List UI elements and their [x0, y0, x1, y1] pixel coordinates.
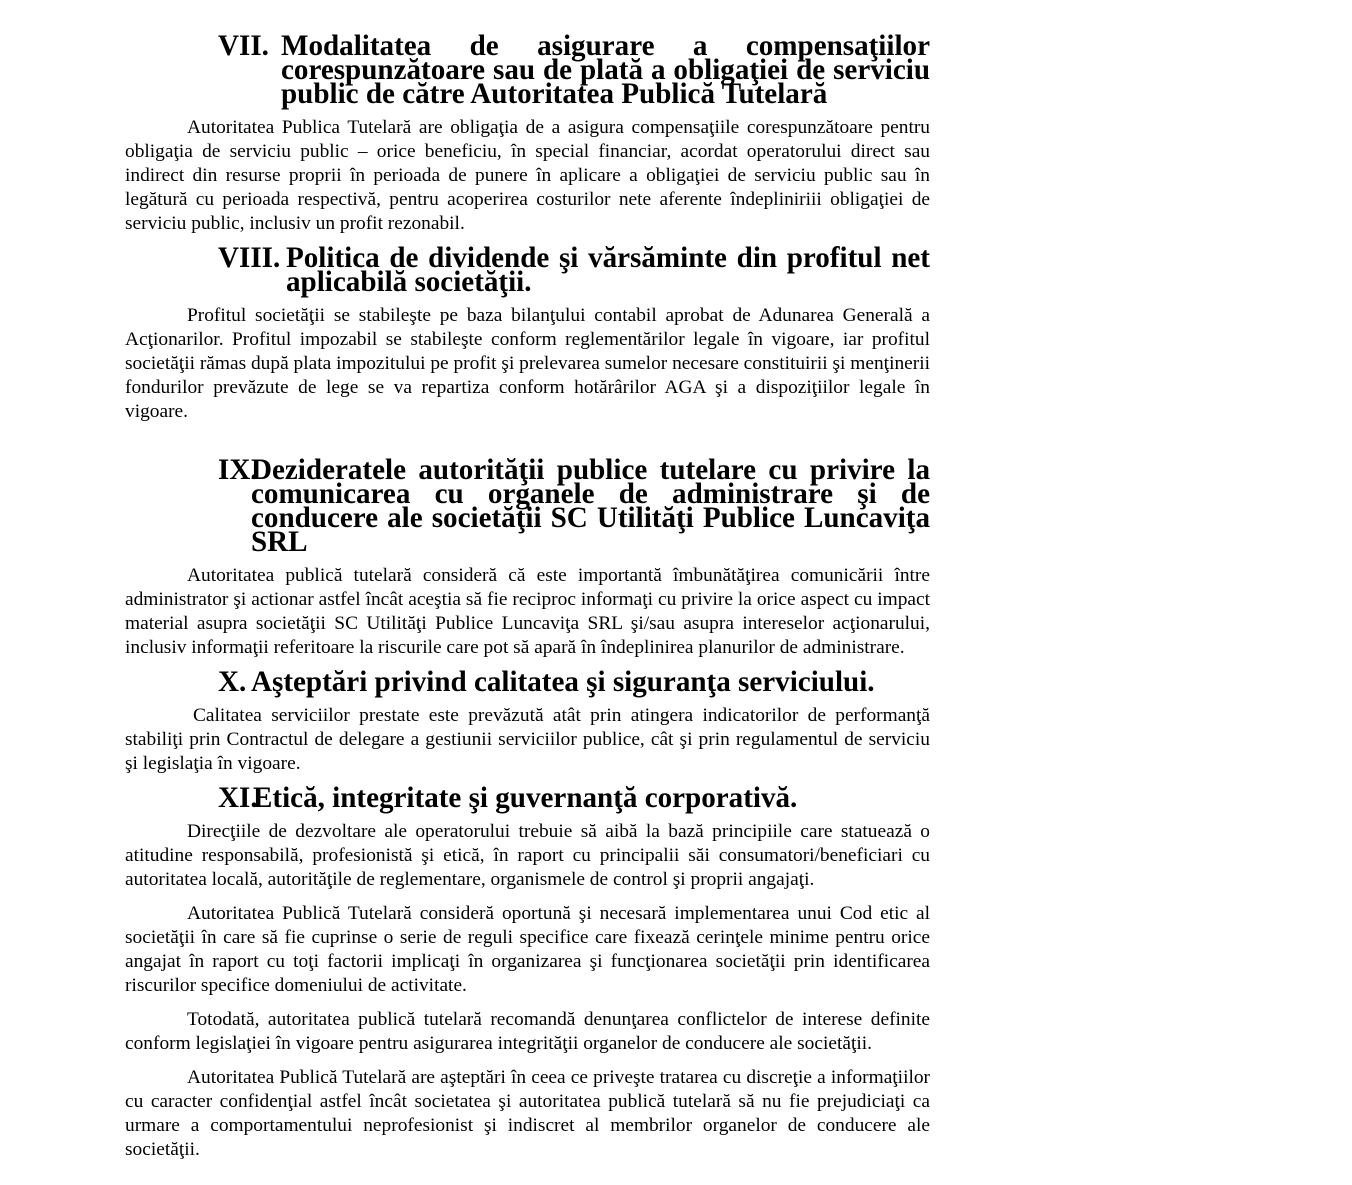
section-title: Etică, integritate şi guvernanţă corporativă.	[253, 782, 798, 814]
paragraph: Autoritatea publică tutelară consideră că este importantă îmbunătăţirea comunicării între administrator şi actionar astfel încât aceştia să fie reciproc informaţi cu privire la orice aspect cu impact material asupra societăţii SC Utilităţi Publice Luncaviţa SRL şi/sau asupra intereselor acţionarului, inclusiv informaţii referitoare la riscurile care pot să apară în îndeplinirea planurilor de administrare.	[125, 565, 930, 658]
paragraph: Profitul societăţii se stabileşte pe baza bilanţului contabil aprobat de Adunarea Generală a Acţionarilor. Profitul impozabil se stabileşte conform reglementărilor legale în vigoare, iar profitul societăţii rămas după plata impozitului pe profit şi prelevarea sumelor necesare constituirii şi menţinerii fondurilor prevăzute de lege se va repartiza conform hotărârilor AGA şi a dispoziţiilor legale în vigoare.	[125, 305, 930, 422]
section-title: Aşteptări privind calitatea şi siguranţa serviciului.	[251, 666, 875, 698]
document-page	[125, 30, 930, 1162]
section-number: VII.	[218, 30, 269, 62]
section-title: Dezideratele autorităţii publice tutelare cu privire la comunicarea cu organele de administrare şi de conducere ale societăţii SC Utilităţi Publice Luncaviţa SRL	[251, 454, 930, 558]
section-number: IX.	[218, 454, 258, 486]
section-heading-vii	[125, 30, 930, 110]
section-title: Politica de dividende şi vărsăminte din profitul net aplicabilă societăţii.	[286, 242, 930, 298]
section-heading-x	[125, 666, 930, 698]
section-heading-xi	[125, 782, 930, 814]
paragraph: Autoritatea Publica Tutelară are obligaţia de a asigura compensaţiile corespunzătoare pentru obligaţia de serviciu public – orice beneficiu, în special financiar, acordat operatorului direct sau indirect din resurse proprii în perioada de punere în aplicare a obligaţiei de serviciu public sau în legătură cu perioada respectivă, pentru acoperirea costurilor nete aferente îndepliniriii obligaţiei de serviciu public, inclusiv un profit rezonabil.	[125, 117, 930, 234]
section-number: X.	[218, 666, 247, 698]
section-number: VIII.	[218, 242, 281, 274]
paragraph: Calitatea serviciilor prestate este prevăzută atât prin atingera indicatorilor de performanţă stabiliţi prin Contractul de delegare a gestiunii serviciilor publice, cât şi prin regulamentul de serviciu şi legislaţia în vigoare.	[125, 705, 930, 774]
section-heading-ix	[125, 454, 930, 558]
paragraph: Autoritatea Publică Tutelară are aşteptări în ceea ce priveşte tratarea cu discreţie a informaţiilor cu caracter confidenţial astfel încât societatea şi autoritatea publică tutelară să nu fie prejudiciaţi ca urmare a comportamentului neprofesionist şi indiscret al membrilor organelor de conducere ale societăţii.	[125, 1067, 930, 1160]
section-number: XI.	[218, 782, 258, 814]
paragraph: Direcţiile de dezvoltare ale operatorului trebuie să aibă la bază principiile care statuează o atitudine responsabilă, profesionistă şi etică, în raport cu principalii săi consumatori/beneficiari cu autoritatea locală, autorităţile de reglementare, organismele de control şi proprii angajaţi.	[125, 821, 930, 890]
section-title: Modalitatea de asigurare a compensaţiilor corespunzătoare sau de plată a obligaţiei de serviciu public de către Autoritatea Publică Tutelară	[281, 30, 930, 110]
section-heading-viii	[125, 242, 930, 298]
paragraph: Totodată, autoritatea publică tutelară recomandă denunţarea conflictelor de interese definite conform legislaţiei în vigoare pentru asigurarea integrităţii organelor de conducere ale societăţii.	[125, 1009, 930, 1054]
paragraph: Autoritatea Publică Tutelară consideră oportună şi necesară implementarea unui Cod etic al societăţii în care să fie cuprinse o serie de reguli specifice care fixează cerinţele minime pentru orice angajat în raport cu toţi factorii implicaţi în organizarea şi funcţionarea societăţii prin identificarea riscurilor specifice domeniului de activitate.	[125, 903, 930, 996]
